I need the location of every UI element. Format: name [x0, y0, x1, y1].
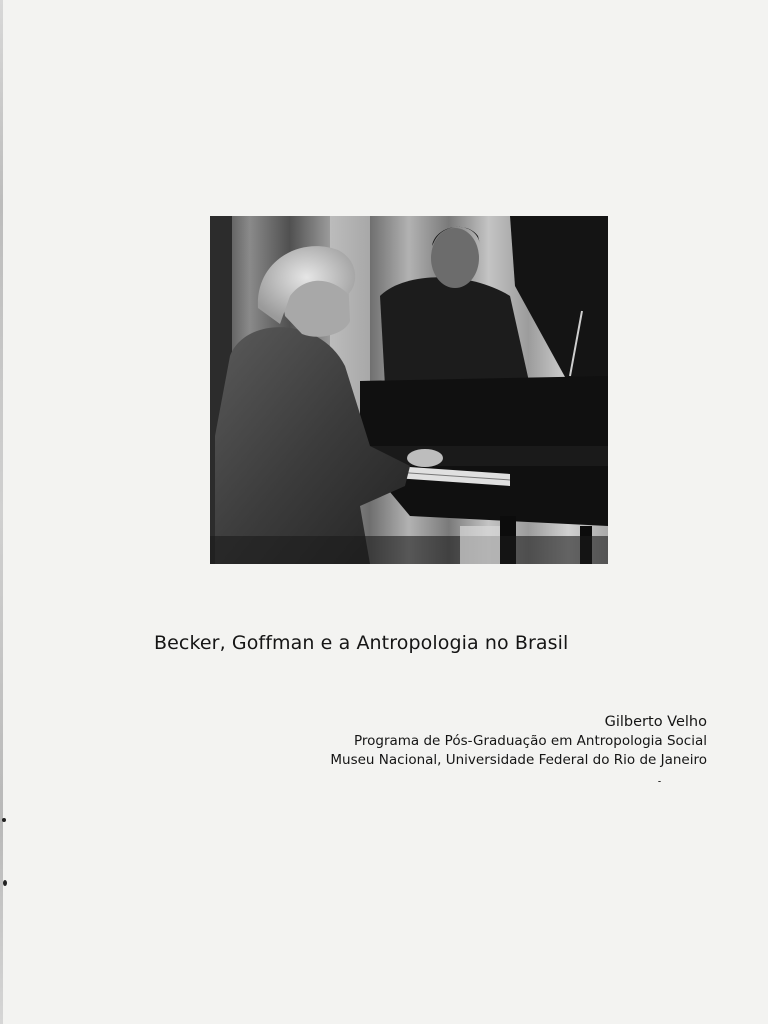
scan-speck: [3, 880, 7, 886]
affiliation-institution: Museu Nacional, Universidade Federal do Rio de Janeiro: [330, 752, 707, 768]
author-block: [330, 712, 707, 770]
scan-speck: [658, 781, 661, 782]
article-title: Becker, Goffman e a Antropologia no Brasil: [154, 632, 569, 654]
scan-speck: [2, 818, 6, 822]
affiliation-program: Programa de Pós-Graduação em Antropologia Social: [353, 733, 707, 749]
cover-photograph: [210, 216, 608, 564]
author-name: Gilberto Velho: [604, 714, 707, 730]
scan-edge: [0, 0, 3, 1024]
